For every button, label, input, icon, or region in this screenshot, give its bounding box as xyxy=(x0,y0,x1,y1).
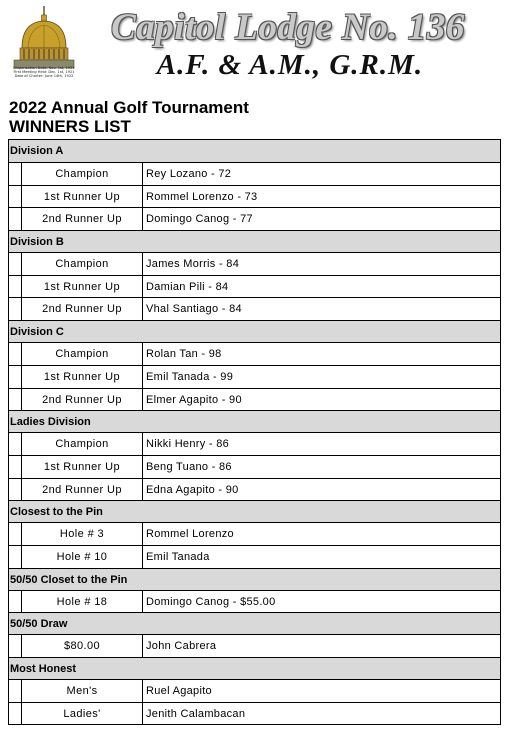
logo-caption: Dispensation Date: Nov. 1st, 1921 First Meeting Held: Dec. 1st, 1921 Date of Charter: June 14th, 1922 xyxy=(13,66,75,79)
indent-cell xyxy=(9,186,22,208)
award-label: 1st Runner Up xyxy=(22,186,143,208)
table-row xyxy=(9,297,500,320)
title-line-1: 2022 Annual Golf Tournament xyxy=(9,98,249,117)
lodge-name: Capitol Lodge No. 136 xyxy=(111,7,465,48)
winner-value: James Morris - 84 xyxy=(146,258,240,271)
award-label: Hole # 10 xyxy=(22,546,143,568)
award-label: $80.00 xyxy=(22,635,143,657)
section-header: Division A xyxy=(9,140,500,162)
award-label: Hole # 18 xyxy=(22,591,143,613)
award-label: 2nd Runner Up xyxy=(22,389,143,411)
section-header: Ladies Division xyxy=(9,410,500,432)
section-header: Division B xyxy=(9,230,500,252)
indent-cell xyxy=(9,433,22,455)
award-label: Champion xyxy=(22,253,143,275)
section-header: Division C xyxy=(9,320,500,342)
award-label: 2nd Runner Up xyxy=(22,298,143,320)
winner-value: Domingo Canog - 77 xyxy=(146,213,253,226)
indent-cell xyxy=(9,703,22,725)
indent-cell xyxy=(9,366,22,388)
winner-value: Vhal Santiago - 84 xyxy=(146,303,242,316)
table-row xyxy=(9,545,500,568)
page-header xyxy=(0,0,507,92)
table-row xyxy=(9,702,500,725)
award-label: Hole # 3 xyxy=(22,523,143,545)
indent-cell xyxy=(9,276,22,298)
winner-value: Emil Tanada - 99 xyxy=(146,370,234,383)
table-row xyxy=(9,252,500,275)
indent-cell xyxy=(9,635,22,657)
table-row xyxy=(9,388,500,411)
indent-cell xyxy=(9,523,22,545)
indent-cell xyxy=(9,343,22,365)
winners-table xyxy=(8,139,501,725)
winner-value: Rommel Lorenzo xyxy=(146,528,234,541)
page-title xyxy=(9,98,249,136)
table-row xyxy=(9,522,500,545)
table-row xyxy=(9,432,500,455)
table-row xyxy=(9,455,500,478)
award-label: Champion xyxy=(22,163,143,185)
winner-value: Damian Pili - 84 xyxy=(146,280,229,293)
table-row xyxy=(9,342,500,365)
title-line-2: WINNERS LIST xyxy=(9,117,131,136)
table-row xyxy=(9,207,500,230)
table-row xyxy=(9,185,500,208)
table-row xyxy=(9,365,500,388)
award-label: Men's xyxy=(22,680,143,702)
table-row xyxy=(9,478,500,501)
indent-cell xyxy=(9,298,22,320)
award-label: 1st Runner Up xyxy=(22,456,143,478)
section-header: 50/50 Closet to the Pin xyxy=(9,568,500,590)
winner-value: Domingo Canog - $55.00 xyxy=(146,595,276,608)
winner-value: Ruel Agapito xyxy=(146,685,212,697)
winner-value: Edna Agapito - 90 xyxy=(146,483,239,496)
award-label: 2nd Runner Up xyxy=(22,479,143,501)
winner-value: Rey Lozano - 72 xyxy=(146,168,232,180)
award-label: 1st Runner Up xyxy=(22,366,143,388)
indent-cell xyxy=(9,456,22,478)
section-header: 50/50 Draw xyxy=(9,612,500,634)
winner-value: Beng Tuano - 86 xyxy=(146,460,232,473)
winner-value: Elmer Agapito - 90 xyxy=(146,393,242,406)
table-row xyxy=(9,679,500,702)
indent-cell xyxy=(9,546,22,568)
capitol-dome-icon xyxy=(8,4,80,92)
award-label: Ladies' xyxy=(22,703,143,725)
award-label: Champion xyxy=(22,343,143,365)
winner-value: Nikki Henry - 86 xyxy=(146,438,230,451)
winner-value: Rolan Tan - 98 xyxy=(146,348,222,361)
section-header: Closest to the Pin xyxy=(9,500,500,522)
indent-cell xyxy=(9,591,22,613)
award-label: 1st Runner Up xyxy=(22,276,143,298)
indent-cell xyxy=(9,680,22,702)
winner-value: John Cabrera xyxy=(146,640,217,653)
indent-cell xyxy=(9,389,22,411)
winner-value: Rommel Lorenzo - 73 xyxy=(146,190,258,203)
table-row xyxy=(9,162,500,185)
table-row xyxy=(9,590,500,613)
table-row xyxy=(9,634,500,657)
indent-cell xyxy=(9,163,22,185)
section-header: Most Honest xyxy=(9,657,500,679)
lodge-subtitle: A.F. & A.M., G.R.M. xyxy=(156,49,424,81)
winner-value: Jenith Calambacan xyxy=(146,707,246,720)
award-label: 2nd Runner Up xyxy=(22,208,143,230)
indent-cell xyxy=(9,479,22,501)
winner-value: Emil Tanada xyxy=(146,550,210,563)
table-row xyxy=(9,275,500,298)
indent-cell xyxy=(9,253,22,275)
indent-cell xyxy=(9,208,22,230)
award-label: Champion xyxy=(22,433,143,455)
